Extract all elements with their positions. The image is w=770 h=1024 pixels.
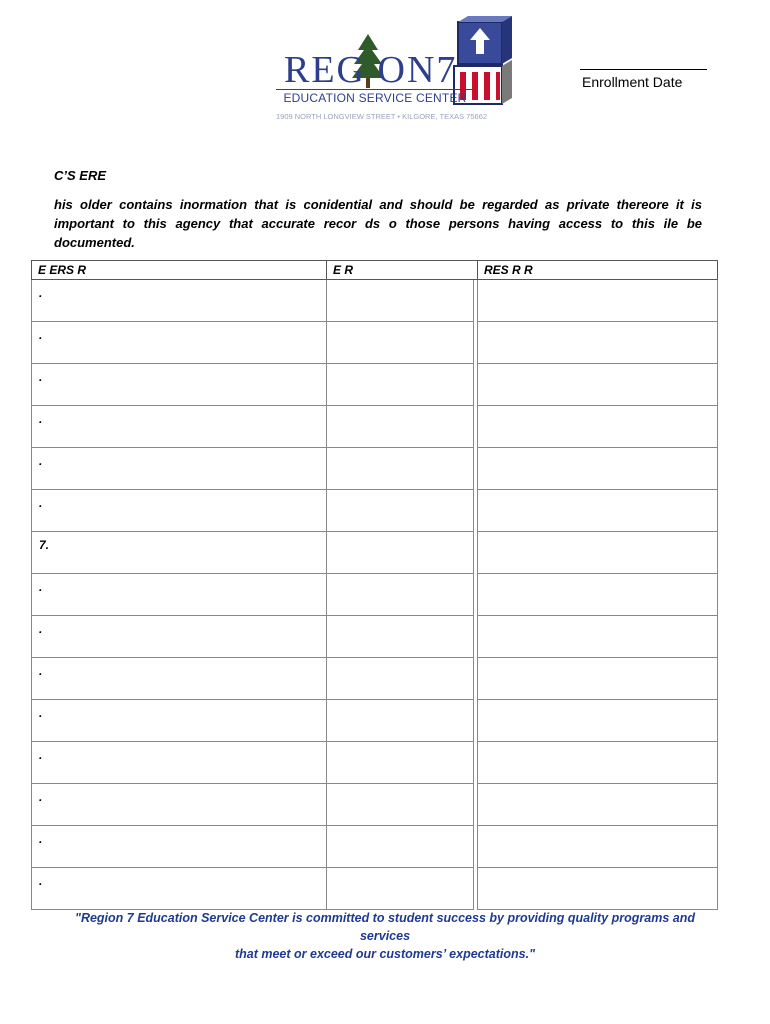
person-name-cell[interactable]: .: [32, 490, 327, 532]
notice-line: documented.: [54, 235, 135, 250]
person-name-cell[interactable]: .: [32, 658, 327, 700]
table-row: [32, 280, 718, 322]
reason-cell[interactable]: [478, 574, 718, 616]
person-name-cell[interactable]: .: [32, 280, 327, 322]
date-cell[interactable]: [327, 406, 474, 448]
date-cell[interactable]: [327, 616, 474, 658]
date-cell[interactable]: [327, 742, 474, 784]
column-header: E ERS R: [32, 261, 327, 280]
date-cell[interactable]: [327, 826, 474, 868]
reason-cell[interactable]: [478, 826, 718, 868]
notice-line: important to this agency that accurate recor ds o those persons having access to this ile be: [54, 216, 702, 231]
confidentiality-notice: [54, 195, 702, 252]
reason-cell[interactable]: [478, 490, 718, 532]
table-row: [32, 742, 718, 784]
table-header-row: [32, 261, 718, 280]
table-row: [32, 532, 718, 574]
person-name-cell[interactable]: .: [32, 784, 327, 826]
column-header: E R: [327, 261, 478, 280]
table-row: [32, 490, 718, 532]
mission-statement: [60, 909, 710, 963]
person-name-cell[interactable]: .: [32, 868, 327, 910]
reason-cell[interactable]: [478, 322, 718, 364]
table-row: [32, 574, 718, 616]
enrollment-date-label: Enrollment Date: [582, 74, 683, 90]
column-header: RES R R: [478, 261, 718, 280]
mission-line: "Region 7 Education Service Center is committed to student success by providing quality programs and services: [75, 911, 695, 943]
table-row: [32, 658, 718, 700]
person-name-cell[interactable]: .: [32, 616, 327, 658]
person-name-cell[interactable]: .: [32, 700, 327, 742]
person-name-cell[interactable]: .: [32, 742, 327, 784]
person-name-cell[interactable]: 7.: [32, 532, 327, 574]
date-cell[interactable]: [327, 574, 474, 616]
logo-subtitle: EDUCATION SERVICE CENTER: [276, 89, 474, 105]
date-cell[interactable]: [327, 658, 474, 700]
date-cell[interactable]: [327, 448, 474, 490]
reason-cell[interactable]: [478, 784, 718, 826]
person-name-cell[interactable]: .: [32, 364, 327, 406]
date-cell[interactable]: [327, 280, 474, 322]
table-row: [32, 406, 718, 448]
table-row: [32, 868, 718, 910]
reason-cell[interactable]: [478, 742, 718, 784]
person-name-cell[interactable]: .: [32, 826, 327, 868]
date-cell[interactable]: [327, 490, 474, 532]
date-cell[interactable]: [327, 868, 474, 910]
region7-logo: [272, 14, 522, 121]
reason-cell[interactable]: [478, 448, 718, 490]
reason-cell[interactable]: [478, 280, 718, 322]
table-row: [32, 784, 718, 826]
person-name-cell[interactable]: .: [32, 448, 327, 490]
date-cell[interactable]: [327, 364, 474, 406]
reason-cell[interactable]: [478, 868, 718, 910]
enrollment-date-line[interactable]: [580, 69, 707, 70]
table-row: [32, 826, 718, 868]
person-name-cell[interactable]: .: [32, 322, 327, 364]
reason-cell[interactable]: [478, 658, 718, 700]
date-cell[interactable]: [327, 322, 474, 364]
logo-wordmark: REG ON7: [284, 49, 458, 91]
access-log-table: [31, 260, 718, 910]
date-cell[interactable]: [327, 532, 474, 574]
date-cell[interactable]: [327, 784, 474, 826]
table-row: [32, 700, 718, 742]
person-name-cell[interactable]: .: [32, 574, 327, 616]
reason-cell[interactable]: [478, 532, 718, 574]
table-row: [32, 616, 718, 658]
form-heading: C’S ERE: [54, 168, 107, 183]
reason-cell[interactable]: [478, 700, 718, 742]
table-row: [32, 448, 718, 490]
mission-line: that meet or exceed our customers’ expectations.": [234, 947, 535, 961]
reason-cell[interactable]: [478, 406, 718, 448]
reason-cell[interactable]: [478, 616, 718, 658]
table-row: [32, 322, 718, 364]
logo-address: 1909 NORTH LONGVIEW STREET • KILGORE, TEXAS 75662: [276, 112, 488, 121]
access-log-body: [32, 280, 718, 910]
reason-cell[interactable]: [478, 364, 718, 406]
date-cell[interactable]: [327, 700, 474, 742]
person-name-cell[interactable]: .: [32, 406, 327, 448]
table-row: [32, 364, 718, 406]
notice-line: his older contains inormation that is conidential and should be regarded as private thereore it is: [54, 197, 702, 212]
